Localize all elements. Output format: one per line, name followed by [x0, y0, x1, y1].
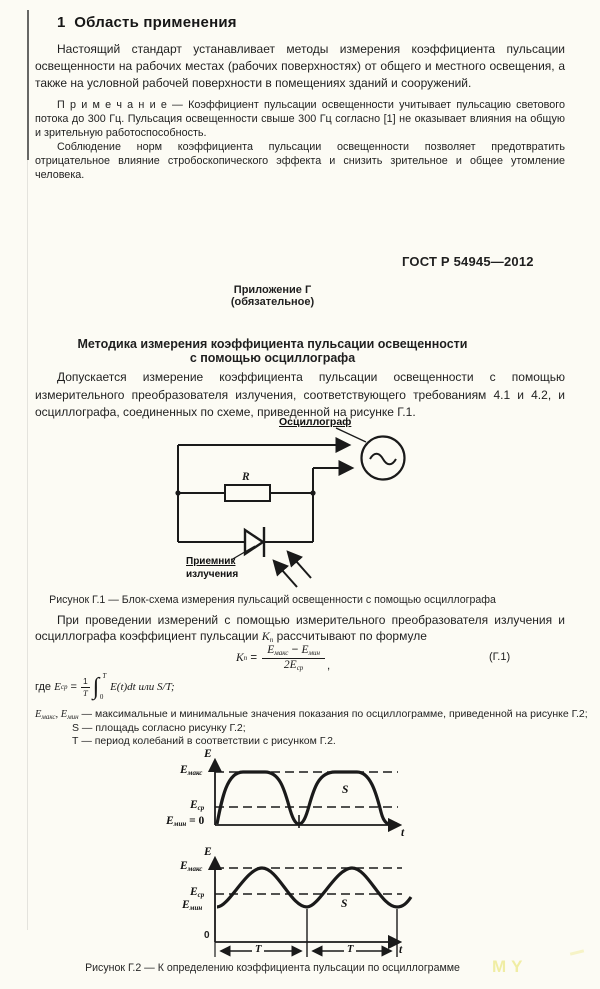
integral-lower-limit: 0 [99, 693, 104, 701]
formula-fraction [262, 644, 325, 672]
g1-emax-label [180, 764, 202, 777]
g2-eavg-label [190, 886, 204, 899]
e-avg-sub: ср [296, 663, 304, 672]
where-equals: = [67, 681, 81, 693]
mini-num: 1 [83, 676, 88, 686]
formula-comma: , [326, 659, 331, 672]
doc-number: ГОСТ Р 54945—2012 [402, 254, 534, 269]
watermark: MY [492, 957, 528, 976]
g2-emax-sub: макс [187, 865, 203, 873]
k-symbol: К [261, 628, 270, 643]
figure-g2-caption: Рисунок Г.2 — К определению коэффициента пульсации по осциллограмме [85, 962, 460, 974]
g1-eavg-label [190, 799, 204, 812]
paragraph-method-intro: Допускается измерение коэффициента пульсации освещенности с помощью измерительного преобразователя излучения, соответствующего требованиям 4.1 и 4.2, и осциллографа, соединенных по схеме, приведенной на рисунке Г.1. [35, 370, 565, 419]
e-min-sub: мин [308, 649, 320, 657]
def-e1-sub: макс [41, 713, 56, 721]
measurement-post: рассчитывают по формуле [273, 628, 427, 643]
where-clause [35, 672, 175, 701]
formula-numerator [262, 644, 325, 659]
where-rest: Е(t)dt или S/T; [107, 681, 175, 693]
where-e-sub: ср [60, 683, 68, 691]
g2-origin-label: 0 [204, 930, 210, 941]
mini-den: Т [83, 687, 88, 698]
oscilloscope-label: Осциллограф [279, 416, 352, 428]
g1-eavg-sub: ср [197, 804, 205, 812]
sine-waveform [217, 868, 411, 907]
formula-denominator [262, 657, 325, 672]
g2-area-label: S [341, 898, 348, 910]
g1-eavg-base: Е [190, 799, 198, 811]
receiver-label-line2: излучения [186, 569, 239, 580]
figure-g1-caption: Рисунок Г.1 — Блок-схема измерения пульсаций освещенности с помощью осциллографа [49, 594, 496, 606]
oscilloscope-leader-line [336, 428, 366, 442]
def-e2-sub: мин [67, 713, 79, 721]
g2-eavg-sub: ср [197, 891, 205, 899]
formula-equals: = [247, 651, 261, 664]
def-mid: , Е [55, 709, 68, 720]
pulse-waveform [217, 772, 397, 824]
figure-g2-graph2 [215, 858, 411, 957]
minus: − [288, 644, 302, 656]
where-e: Е [54, 681, 61, 693]
g1-y-axis-label: Е [204, 748, 212, 760]
integral [91, 672, 108, 701]
g2-emax-base: Е [180, 860, 188, 872]
formula-k: К [236, 651, 244, 664]
where-lead: где [35, 681, 55, 693]
g1-area-label: S [342, 784, 349, 796]
g1-emin-tail: = 0 [186, 815, 205, 827]
e-max: Е [267, 644, 275, 656]
method-title-line2: с помощью осциллографа [189, 351, 356, 365]
radiation-arrow [288, 552, 311, 578]
g1-emax-base: Е [180, 764, 188, 776]
integral-sign: ∫ [92, 674, 100, 700]
formula-k-sub: п [243, 653, 248, 662]
g2-y-axis-label: Е [204, 846, 212, 858]
method-title-line1: Методика измерения коэффициента пульсации освещенности [77, 337, 468, 351]
e-max-sub: макс [274, 649, 289, 657]
g2-period2-label: Т [344, 944, 356, 955]
appendix-kind: (обязательное) [230, 296, 315, 308]
g2-emin-base: Е [182, 899, 190, 911]
integral-upper-limit: Т [102, 672, 107, 680]
e-min: Е [301, 644, 309, 656]
formula-number: (Г.1) [489, 651, 511, 663]
definition-t: Т — период колебаний в соответствии с рисунком Г.2. [72, 735, 336, 747]
def-e-text: — максимальные и минимальные значения показания по осциллограмме, приведенной на рисунке Г.2; [78, 708, 588, 720]
g1-emin-sub: мин [173, 820, 187, 828]
g2-emin-sub: мин [189, 904, 203, 912]
where-mini-fraction [81, 677, 90, 697]
receiver-label [186, 555, 238, 581]
paragraph-note: П р и м е ч а н и е — Коэффициент пульсации освещенности учитывает пульсацию светового потока до 300 Гц. Пульсация освещенности свыше 300 Гц согласно [1] не оказывает влияния на общую и зрительную работоспособность. [35, 99, 565, 139]
g2-period1-label: Т [252, 944, 264, 955]
radiation-arrow [274, 561, 297, 587]
definition-emax-emin [35, 708, 588, 721]
g1-emin-base: Е [166, 815, 174, 827]
paragraph-scope: Настоящий стандарт устанавливает методы измерения коэффициента пульсации освещенности на рабочих местах (рабочих поверхностях) от общего и местного освещения, а также на условной рабочей поверхности в помещениях зданий и сооружений. [35, 42, 565, 90]
resistor-label: R [242, 471, 250, 483]
k-symbol-sub: п [269, 635, 274, 644]
receiver-label-line1: Приемник [186, 556, 236, 567]
section-heading: 1 Область применения [57, 14, 237, 31]
two-e-avg: 2Е [283, 658, 297, 671]
appendix-label: Приложение Г [233, 284, 312, 296]
sine-symbol [370, 454, 396, 465]
paragraph-measurement [35, 613, 565, 648]
figure-g2-graph1 [215, 760, 400, 828]
g2-x-axis-label: t [399, 944, 403, 956]
definition-s: S — площадь согласно рисунку Г.2; [72, 722, 246, 734]
g1-x-axis-label: t [401, 827, 405, 839]
g2-emax-label [180, 860, 202, 873]
def-e1: Е [35, 709, 42, 720]
formula-g1 [236, 644, 330, 672]
g2-emin-label [182, 899, 202, 912]
g2-eavg-base: Е [190, 886, 198, 898]
measurement-pre: При проведении измерений с помощью измерительного преобразователя излучения и осциллографа коэффициент пульсации [35, 613, 565, 643]
g1-emax-sub: макс [187, 769, 203, 777]
paragraph-compliance: Соблюдение норм коэффициента пульсации освещенности позволяет предотвратить отрицательное влияние стробоскопического эффекта и снизить зрительное и общее утомление человека. [35, 141, 565, 181]
g1-emin-label [166, 815, 204, 828]
